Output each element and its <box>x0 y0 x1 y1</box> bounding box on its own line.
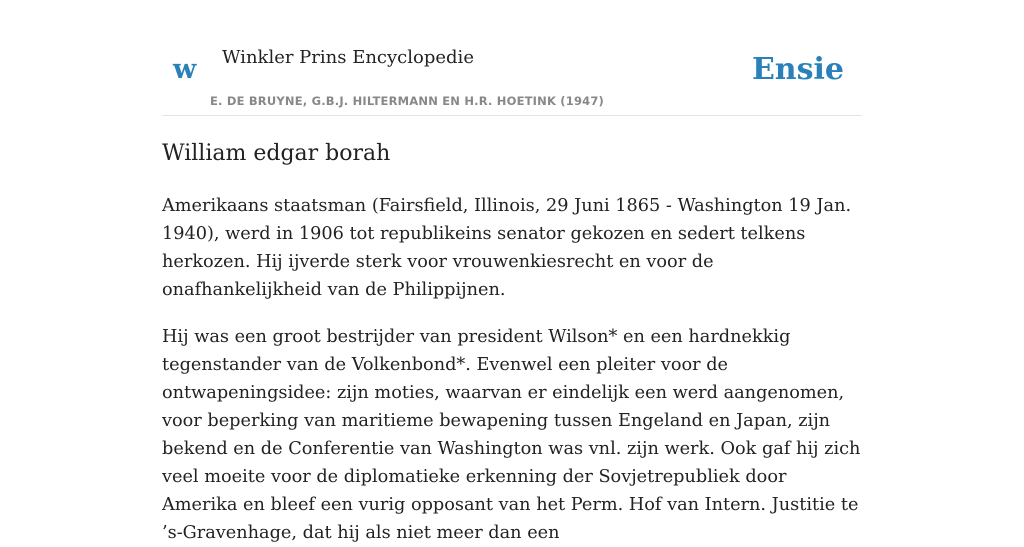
article-title: William edgar borah <box>162 141 391 166</box>
ensie-logo-link[interactable]: Ensie <box>751 52 844 87</box>
publication-title[interactable]: Winkler Prins Encyclopedie <box>222 47 474 68</box>
publication-logo[interactable]: w <box>173 54 197 85</box>
article <box>162 138 862 547</box>
publication-authors: E. DE BRUYNE, G.B.J. HILTERMANN EN H.R. HOETINK (1947) <box>210 94 605 108</box>
header <box>162 0 862 116</box>
article-paragraph: Hij was een groot bestrijder van president Wilson* en een hardnekkig tegenstander van de Volkenbond*. Evenwel een pleiter voor de ontwapeningsidee: zijn moties, waarvan er eindelijk een werd aangenomen, voor beperking van maritieme bewapening tussen Engeland en Japan, zijn bekend en de Conferentie van Washington was vnl. zijn werk. Ook gaf hij zich veel moeite voor de diplomatieke erkenning der Sovjetrepubliek door Amerika en bleef een vurig opposant van het Perm. Hof van Intern. Justitie te ’s-Gravenhage, dat hij als niet meer dan een <box>162 327 861 543</box>
article-paragraph: Amerikaans staatsman (Fairsfield, Illinois, 29 Juni 1865 - Washington 19 Jan. 1940), werd in 1906 tot republikeins senator gekozen en sedert telkens herkozen. Hij ijverde sterk voor vrouwenkiesrecht en voor de onafhankelijkheid van de Philippijnen. <box>162 196 852 300</box>
